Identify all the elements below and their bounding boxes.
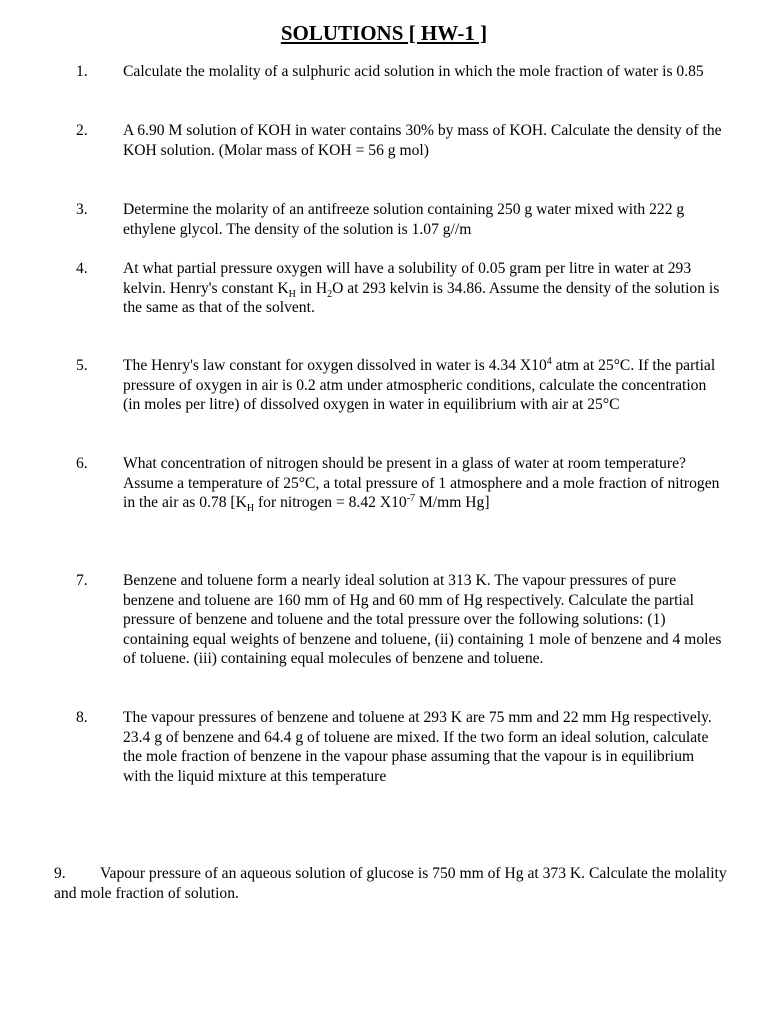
question-number: 9. — [54, 865, 66, 882]
question-number: 8. — [76, 709, 88, 726]
question-number: 4. — [76, 260, 88, 277]
question-number: 3. — [76, 201, 88, 218]
question-text: The vapour pressures of benzene and toluene at 293 K are 75 mm and 22 mm Hg respectively. 23.4 g of benzene and 64.4 g of toluene are mixed. If the two form an ideal solution, calculate the mole fraction of benzene in the vapour phase assuming that the vapour is in equilibrium with the liquid mixture at this temperature — [123, 709, 712, 785]
page-title: SOLUTIONS [ HW-1 ] — [280, 21, 488, 45]
question-number: 5. — [76, 357, 88, 374]
question-text: Calculate the molality of a sulphuric acid solution in which the mole fraction of water is 0.85 — [123, 63, 704, 80]
question-number: 1. — [76, 63, 88, 80]
question-text: The Henry's law constant for oxygen dissolved in water is 4.34 $X10^4$ atm at 25°C. If the partial pressure of oxygen in air is 0.2 atm under atmospheric conditions, calculate the concentration (in moles per litre) of dissolved oxygen in water in equilibrium with air at 25°C — [123, 355, 716, 413]
question-9 — [54, 864, 744, 903]
question-text: At what partial pressure oxygen will have a solubility of 0.05 gram per litre in water at 293 kelvin. Henry's constant $K_H$ in $H_2O$ at 293 kelvin is 34.86. Assume the density of the solution is the same as that of the solvent. — [123, 260, 720, 316]
question-text: A 6.90 M solution of KOH in water contains 30% by mass of KOH. Calculate the density of the KOH solution. (Molar mass of KOH = 56 g mol) — [123, 122, 722, 159]
question-number: 2. — [76, 122, 88, 139]
question-number: 7. — [76, 572, 88, 589]
question-text: Vapour pressure of an aqueous solution of glucose is 750 mm of Hg at 373 K. Calculate the molality and mole fraction of solution. — [54, 865, 727, 902]
question-text: Benzene and toluene form a nearly ideal solution at 313 K. The vapour pressures of pure benzene and toluene are 160 mm of Hg and 60 mm of Hg respectively. Calculate the partial pressure of benzene and toluene and the total pressure over the following solutions: (1) containing equal weights of benzene and toluene, (ii) containing 1 mole of benzene and 4 moles of toluene. (iii) containing equal molecules of benzene and toluene. — [123, 572, 722, 667]
question-text: What concentration of nitrogen should be present in a glass of water at room temperature? Assume a temperature of 25°C, a total pressure of 1 atmosphere and a mole fraction of nitrogen in the air as 0.78 [$K_H$ for nitrogen = 8.42 $X10^{-7}$ M/mm Hg] — [123, 455, 720, 515]
question-number: 6. — [76, 455, 88, 472]
question-text: Determine the molarity of an antifreeze solution containing 250 g water mixed with 222 g ethylene glycol. The density of the solution is 1.07 g//m — [123, 201, 685, 238]
